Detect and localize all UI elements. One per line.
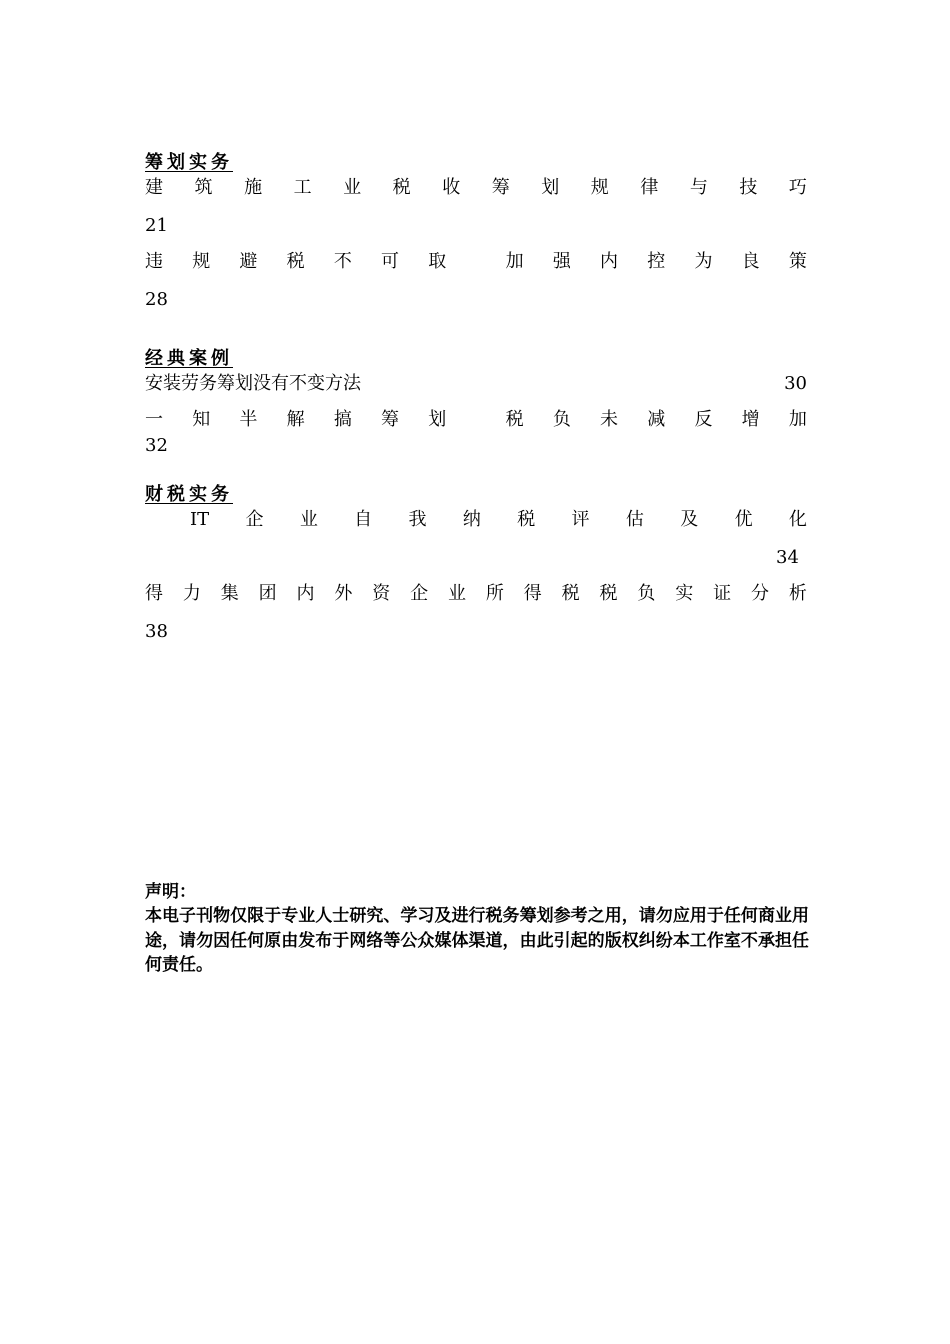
toc-entry-page-number[interactable]: 34	[776, 547, 799, 568]
toc-entry-title[interactable]: 违 规 避 税 不 可 取 加 强 内 控 为 良 策	[145, 251, 807, 272]
toc-entry-page-number[interactable]: 32	[145, 435, 168, 456]
toc-entry-page-number[interactable]: 38	[145, 621, 168, 642]
section-heading-finance-tax-practice: 财税实务	[145, 484, 233, 505]
toc-entry-title[interactable]: 一 知 半 解 搞 筹 划 税 负 未 减 反 增 加	[145, 409, 807, 430]
section-heading-classic-cases: 经典案例	[145, 348, 233, 369]
toc-entry-row[interactable]	[145, 372, 807, 396]
toc-entry-title[interactable]: IT 企 业 自 我 纳 税 评 估 及 优 化	[190, 509, 807, 530]
toc-entry-title[interactable]: 建 筑 施 工 业 税 收 筹 划 规 律 与 技 巧	[145, 177, 807, 198]
toc-entry-title[interactable]: 得 力 集 团 内 外 资 企 业 所 得 税 税 负 实 证 分 析	[145, 583, 807, 604]
toc-entry-page-number[interactable]: 28	[145, 289, 168, 310]
toc-entry-page-number[interactable]: 21	[145, 215, 168, 236]
notice-title: 声明：	[145, 882, 196, 902]
toc-entry-title[interactable]: 安装劳务筹划没有不变方法	[145, 373, 361, 394]
section-heading-planning-practice: 筹划实务	[145, 152, 233, 173]
notice-body: 本电子刊物仅限于专业人士研究、学习及进行税务筹划参考之用，请勿应用于任何商业用途，请勿因任何原由发布于网络等公众媒体渠道，由此引起的版权纠纷本工作室不承担任何责任。	[145, 906, 809, 975]
toc-entry-page-number[interactable]: 30	[784, 373, 807, 394]
